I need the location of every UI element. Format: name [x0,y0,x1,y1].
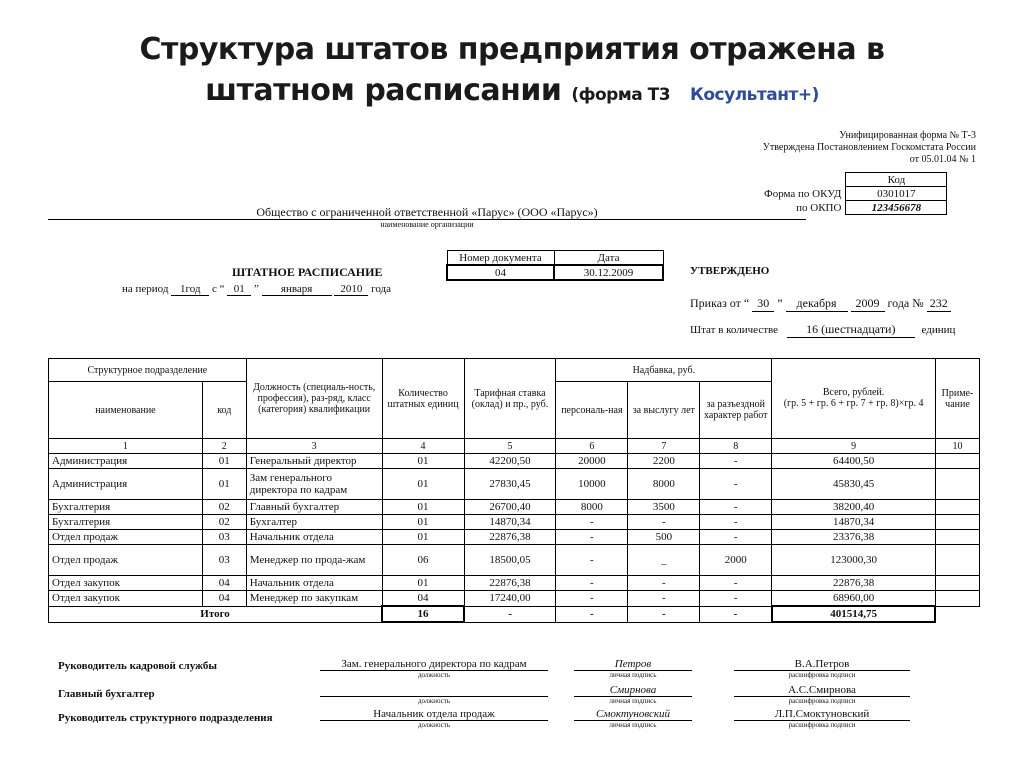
cell-position: Менеджер по прода-жам [246,545,382,576]
approved-date: от 05.01.04 № 1 [909,154,976,165]
order-year-word: года № [887,296,924,310]
organization-name: Общество с ограниченной ответственной «Парус» (ООО «Парус») [48,205,806,220]
caption-decoding: расшифровка подписи [788,697,856,705]
col-num: 7 [628,439,700,454]
header-total-label: Всего, рублей. [822,387,885,398]
cell-personal: 10000 [556,469,628,500]
cell-position: Генеральный директор [246,454,382,469]
cell-note [935,530,979,545]
total-seniority: - [628,606,700,622]
cell-count: 01 [382,576,464,591]
order-month: декабря [786,296,848,312]
cell-travel: - [700,515,772,530]
cell-seniority: - [628,576,700,591]
cell-seniority: - [628,591,700,607]
period-day: 01 [227,283,251,296]
cell-total: 22876,38 [772,576,936,591]
order-day: 30 [752,296,774,312]
cell-rate: 18500,05 [464,545,556,576]
slide-title [0,30,1024,116]
period-line: на период 1год с “ 01 ” января 2010 года [122,283,392,295]
table-row [49,530,980,545]
document-title: ШТАТНОЕ РАСПИСАНИЕ [232,265,383,279]
signature-position: Зам. генерального директора по кадрам [320,658,548,671]
table-row [49,515,980,530]
column-numbers-row [49,439,980,454]
period-year: 2010 [334,283,368,296]
period-prefix: на период [122,283,169,295]
header-allowance: Надбавка, руб. [556,359,772,382]
cell-personal: - [556,530,628,545]
signature-role: Руководитель структурного подразделения [58,712,273,724]
cell-code: 02 [202,515,246,530]
table-row [49,545,980,576]
cell-name: Отдел закупок [49,591,203,607]
cell-seniority: _ [628,545,700,576]
order-year: 2009 [851,296,885,312]
caption-position: должность [417,671,451,679]
cell-count: 01 [382,515,464,530]
signature-sign-field [574,658,692,679]
cell-personal: - [556,545,628,576]
doc-num-header: Номер документа [447,251,554,266]
cell-name: Бухгалтерия [49,500,203,515]
caption-decoding: расшифровка подписи [788,671,856,679]
cell-code: 01 [202,454,246,469]
organization-caption: наименование организации [380,220,474,229]
col-num: 10 [935,439,979,454]
cell-personal: - [556,576,628,591]
okpo-value: 123456678 [846,201,947,215]
cell-travel: - [700,576,772,591]
total-row [49,606,980,622]
cell-rate: 22876,38 [464,530,556,545]
title-brand: Косультант+) [689,85,819,105]
header-total [772,359,936,439]
cell-name: Администрация [49,454,203,469]
header-travel: за разъездной характер работ [700,382,772,439]
cell-seniority: - [628,515,700,530]
caption-signature: личная подпись [609,697,657,705]
total-count: 16 [382,606,464,622]
cell-note [935,576,979,591]
approval-title: УТВЕРЖДЕНО [690,265,770,277]
header-name: наименование [49,382,203,439]
order-number: 232 [927,296,951,312]
header-rate: Тарифная ставка (оклад) и пр., руб. [464,359,556,439]
cell-note [935,469,979,500]
signature-row [58,684,918,708]
signature-position [320,684,548,697]
cell-rate: 22876,38 [464,576,556,591]
cell-count: 01 [382,500,464,515]
signature-row [58,708,918,734]
header-seniority: за выслугу лет [628,382,700,439]
caption-position: должность [417,697,451,705]
cell-code: 03 [202,545,246,576]
col-num: 9 [772,439,936,454]
signature-sign-field [574,684,692,705]
approved-label: Утверждена Постановлением Госкомстата России [762,142,976,153]
cell-code: 01 [202,469,246,500]
header-personal: персональ-ная [556,382,628,439]
header-position: Должность (специаль-ность, профессия), раз-ряд, класс (категория) квалификации [246,359,382,439]
table-row [49,469,980,500]
cell-position: Бухгалтер [246,515,382,530]
signature-position-field [320,658,548,679]
total-label: Итого [49,606,383,622]
table-row [49,576,980,591]
staffing-table [48,358,980,623]
total-sum: 401514,75 [772,606,936,622]
cell-total: 23376,38 [772,530,936,545]
signature-role: Руководитель кадровой службы [58,660,217,672]
cell-name: Отдел закупок [49,576,203,591]
period-value: 1год [171,283,209,296]
cell-note [935,591,979,607]
cell-code: 04 [202,591,246,607]
cell-code: 04 [202,576,246,591]
caption-signature: личная подпись [609,671,657,679]
cell-name: Бухгалтерия [49,515,203,530]
doc-date-value: 30.12.2009 [554,265,663,280]
cell-seniority: 500 [628,530,700,545]
total-rate: - [464,606,556,622]
cell-position: Зам генерального директора по кадрам [246,469,382,500]
cell-total: 68960,00 [772,591,936,607]
table-row [49,500,980,515]
cell-rate: 42200,50 [464,454,556,469]
signature-sign: Смирнова [574,684,692,697]
cell-rate: 17240,00 [464,591,556,607]
signature-position: Начальник отдела продаж [320,708,548,721]
cell-name: Отдел продаж [49,530,203,545]
header-code: код [202,382,246,439]
cell-total: 14870,34 [772,515,936,530]
col-num: 4 [382,439,464,454]
cell-rate: 26700,40 [464,500,556,515]
header-note: Приме-чание [935,359,979,439]
title-main: штатном расписании [205,73,562,108]
okud-value: 0301017 [846,187,947,201]
col-num: 8 [700,439,772,454]
signature-decoding-field [734,684,910,705]
signature-sign: Смоктуновский [574,708,692,721]
col-num: 1 [49,439,203,454]
cell-rate: 14870,34 [464,515,556,530]
cell-total: 64400,50 [772,454,936,469]
cell-name: Отдел продаж [49,545,203,576]
okud-label: Форма по ОКУД [764,187,842,200]
table-row [49,454,980,469]
cell-note [935,500,979,515]
signature-position-field [320,708,548,729]
caption-position: должность [417,721,451,729]
signature-role: Главный бухгалтер [58,688,155,700]
staff-suffix: единиц [921,324,956,336]
signature-sign: Петров [574,658,692,671]
signature-decoding: В.А.Петров [734,658,910,671]
cell-total: 123000,30 [772,545,936,576]
cell-total: 45830,45 [772,469,936,500]
cell-travel: - [700,500,772,515]
organization [48,205,806,229]
doc-date-header: Дата [554,251,663,266]
cell-count: 06 [382,545,464,576]
signatures-block [58,658,918,734]
cell-total: 38200,40 [772,500,936,515]
cell-note [935,515,979,530]
cell-travel: - [700,591,772,607]
cell-seniority: 2200 [628,454,700,469]
cell-count: 01 [382,530,464,545]
title-line-2 [0,70,1024,116]
cell-position: Менеджер по закупкам [246,591,382,607]
col-num: 5 [464,439,556,454]
doc-num-value: 04 [447,265,554,280]
cell-personal: - [556,591,628,607]
caption-signature: личная подпись [609,721,657,729]
cell-rate: 27830,45 [464,469,556,500]
order-line: Приказ от “ 30 ” декабря 2009 года № 232 [690,296,951,312]
header-total-formula: (гр. 5 + гр. 6 + гр. 7 + гр. 8)×гр. 4 [783,398,924,409]
signature-decoding-field [734,658,910,679]
staff-line [690,322,955,338]
signature-row [58,658,918,684]
cell-seniority: 8000 [628,469,700,500]
cell-position: Начальник отдела [246,530,382,545]
cell-code: 03 [202,530,246,545]
cell-personal: 8000 [556,500,628,515]
col-num: 2 [202,439,246,454]
cell-code: 02 [202,500,246,515]
period-year-word: года [371,283,392,295]
cell-personal: - [556,515,628,530]
total-personal: - [556,606,628,622]
cell-count: 01 [382,469,464,500]
cell-travel: - [700,530,772,545]
header-count: Количество штатных единиц [382,359,464,439]
cell-count: 04 [382,591,464,607]
total-note-empty [935,606,979,622]
col-num: 6 [556,439,628,454]
cell-travel: - [700,454,772,469]
signature-decoding: А.С.Смирнова [734,684,910,697]
staff-prefix: Штат в количестве [690,324,779,336]
total-travel: - [700,606,772,622]
caption-decoding: расшифровка подписи [788,721,856,729]
form-header [646,130,976,166]
cell-position: Начальник отдела [246,576,382,591]
cell-name: Администрация [49,469,203,500]
col-num: 3 [246,439,382,454]
cell-note [935,454,979,469]
header-division: Структурное подразделение [49,359,247,382]
cell-travel: - [700,469,772,500]
document-number-box [446,250,664,281]
cell-position: Главный бухгалтер [246,500,382,515]
unified-form-label: Унифицированная форма № Т-3 [839,130,976,141]
cell-travel: 2000 [700,545,772,576]
order-prefix: Приказ от [690,296,741,310]
cell-personal: 20000 [556,454,628,469]
signature-decoding-field [734,708,910,729]
period-month: января [262,283,332,296]
title-line-1: Структура штатов предприятия отражена в [139,32,885,67]
okpo-label: по ОКПО [796,201,842,214]
cell-seniority: 3500 [628,500,700,515]
code-header: Код [846,173,947,187]
period-from: с [211,283,217,295]
cell-note [935,545,979,576]
signature-position-field [320,684,548,705]
cell-count: 01 [382,454,464,469]
staff-value: 16 (шестнадцати) [787,322,915,338]
table-row [49,591,980,607]
title-small: (форма Т3 [571,85,671,105]
signature-sign-field [574,708,692,729]
signature-decoding: Л.П.Смоктуновский [734,708,910,721]
